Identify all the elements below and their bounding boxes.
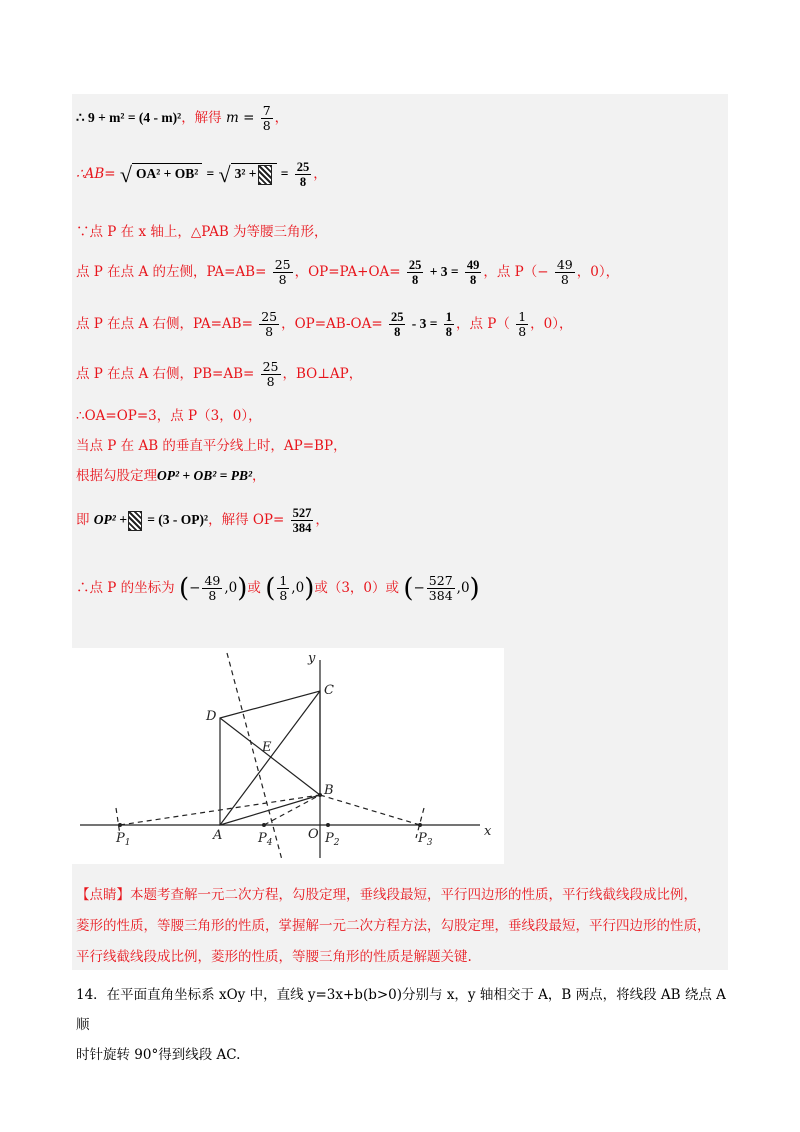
radicand: OA² + OB² <box>132 163 202 184</box>
equation: OP² + OB² = PB² <box>157 468 253 483</box>
text: 点 P 在点 A 右侧，PB=AB= <box>76 366 255 382</box>
label-x: x <box>484 824 492 839</box>
numerator: 25 <box>274 257 291 272</box>
denominator: 8 <box>394 325 401 339</box>
text: ，解得 OP= <box>208 512 285 528</box>
fraction <box>261 360 281 389</box>
text: 或 <box>314 580 328 596</box>
fraction <box>277 574 289 603</box>
geometry-figure <box>72 648 504 864</box>
figure-background <box>72 648 504 864</box>
point-p1 <box>118 823 122 827</box>
fraction <box>516 310 528 339</box>
solution-line-9 <box>76 466 266 486</box>
text: ，0）， <box>530 316 573 332</box>
solution-line-8: 当点 P 在 AB 的垂直平分线上时，AP=BP， <box>76 438 347 454</box>
text: ，0）， <box>576 264 620 280</box>
equation: OP² + <box>93 512 127 527</box>
equals: = <box>280 166 289 181</box>
fraction <box>202 574 222 603</box>
text: ， <box>252 468 266 484</box>
label-p4: $P_4$ <box>258 831 273 848</box>
text: ， <box>315 512 329 528</box>
fraction <box>295 160 312 189</box>
fraction <box>259 310 279 339</box>
numerator: 25 <box>390 310 404 324</box>
solution-line-11: ∴点 P 的坐标为 (− $\frac{49}{8}$ ,0)或 ( $\frac{1}{8}$ ,0)或（3，0）或 (− $\frac{527}{384}$ ,0) <box>76 573 480 604</box>
text: ，解得 <box>181 110 222 126</box>
numerator: 25 <box>296 160 310 174</box>
fraction <box>389 310 406 339</box>
numerator: 25 <box>261 309 278 324</box>
fraction <box>261 104 273 133</box>
label-c: C <box>324 683 334 698</box>
numerator: 527 <box>428 573 453 588</box>
solution-line-2: ∴AB= √ OA² + OB² = √ 3² + = $\frac{25}{8}$ ， <box>76 160 327 189</box>
numerator: 49 <box>204 573 221 588</box>
text: ， <box>313 166 327 182</box>
point-p4 <box>262 823 266 827</box>
solution-line-10 <box>76 506 329 535</box>
fraction <box>407 258 424 287</box>
text: 或 <box>247 580 261 596</box>
text: （3，0） <box>327 580 386 596</box>
denominator: 8 <box>560 272 569 287</box>
equation: = (3 - OP)² <box>147 512 209 527</box>
equation: ∴ 9 + m² = (4 - m)² <box>76 110 182 125</box>
text: - 3 = <box>411 316 438 331</box>
numerator: 25 <box>262 359 279 374</box>
qr-code-icon <box>258 165 272 185</box>
numerator: 1 <box>279 573 288 588</box>
text: + 3 = <box>429 264 459 279</box>
fraction <box>273 258 293 287</box>
text: 点 P 在点 A 右侧，PA=AB= <box>76 316 253 332</box>
text: ，OP=AB-OA= <box>281 316 383 332</box>
point-b <box>318 793 322 797</box>
denominator: 8 <box>412 273 419 287</box>
label-p2: $P_2$ <box>325 831 340 848</box>
label-d: D <box>206 709 217 724</box>
text: 即 <box>76 512 90 528</box>
question-14-line-2: 时针旋转 90°得到线段 AC. <box>76 1047 241 1063</box>
denominator: 384 <box>428 588 453 603</box>
solution-line-7: ∴OA=OP=3，点 P（3，0）， <box>76 408 262 424</box>
fraction <box>291 506 314 535</box>
solution-line-1 <box>76 104 288 133</box>
denominator: 8 <box>262 118 271 133</box>
numerator: 49 <box>466 258 480 272</box>
solution-line-5 <box>76 310 572 339</box>
question-14 <box>76 980 726 1070</box>
numerator: 527 <box>292 506 312 520</box>
point-p2 <box>326 823 330 827</box>
numerator: 49 <box>556 257 573 272</box>
denominator: 8 <box>518 324 527 339</box>
numerator: 7 <box>262 103 271 118</box>
text: ，点 P（− <box>483 264 549 280</box>
text: ∴AB= <box>76 166 116 182</box>
equals: = <box>206 166 215 181</box>
text: ，BO⊥AP， <box>282 366 363 382</box>
point-p3 <box>418 823 422 827</box>
comment-line-3: 平行线截线段成比例，菱形的性质，等腰三角形的性质是解题关键. <box>76 949 472 965</box>
numerator: 1 <box>445 310 453 324</box>
comment-line-2: 菱形的性质，等腰三角形的性质，掌握解一元二次方程方法，勾股定理，垂线段最短，平行四边形的性质， <box>76 918 711 934</box>
denominator: 8 <box>470 273 477 287</box>
denominator: 8 <box>279 588 288 603</box>
fraction <box>555 258 575 287</box>
text: ， <box>274 110 289 126</box>
fraction <box>427 574 455 603</box>
label-p3: $P_3$ <box>418 831 433 848</box>
solution-line-6 <box>76 360 362 389</box>
text: ，点 P（ <box>456 316 510 332</box>
denominator: 8 <box>265 324 274 339</box>
radicand: 3² + <box>234 166 257 181</box>
text: ，OP=PA+OA= <box>294 264 401 280</box>
denominator: 8 <box>299 175 307 189</box>
text: 根据勾股定理 <box>76 468 157 484</box>
denominator: 8 <box>445 325 453 339</box>
denominator: 8 <box>266 374 275 389</box>
fraction <box>444 310 454 339</box>
text: 或 <box>385 580 400 596</box>
denominator: 384 <box>292 521 312 535</box>
label-e: E <box>262 740 272 755</box>
solution-line-3: ∵点 P 在 x 轴上，△PAB 为等腰三角形， <box>76 224 328 240</box>
label-a: A <box>213 828 223 843</box>
question-14-line-1: 14．在平面直角坐标系 xOy 中，直线 y=3x+b(b>0)分别与 x，y 轴相交于 A，B 两点，将线段 AB 绕点 A 顺 <box>76 987 726 1033</box>
label-o: O <box>308 827 319 842</box>
variable: m = <box>225 110 255 126</box>
denominator: 8 <box>278 272 287 287</box>
denominator: 8 <box>208 588 217 603</box>
label-y: y <box>308 651 316 666</box>
label-b: B <box>324 783 334 798</box>
numerator: 25 <box>408 258 422 272</box>
qr-code-icon <box>128 511 142 531</box>
text: ∴点 P 的坐标为 <box>76 580 175 596</box>
label-p1: $P_1$ <box>116 831 131 848</box>
fraction <box>465 258 482 287</box>
numerator: 1 <box>518 309 527 324</box>
text: 点 P 在点 A 的左侧，PA=AB= <box>76 264 267 280</box>
comment-line-1: 【点睛】本题考查解一元二次方程，勾股定理，垂线段最短，平行四边形的性质，平行线截线段成比例， <box>76 887 697 903</box>
solution-line-4 <box>76 258 619 287</box>
